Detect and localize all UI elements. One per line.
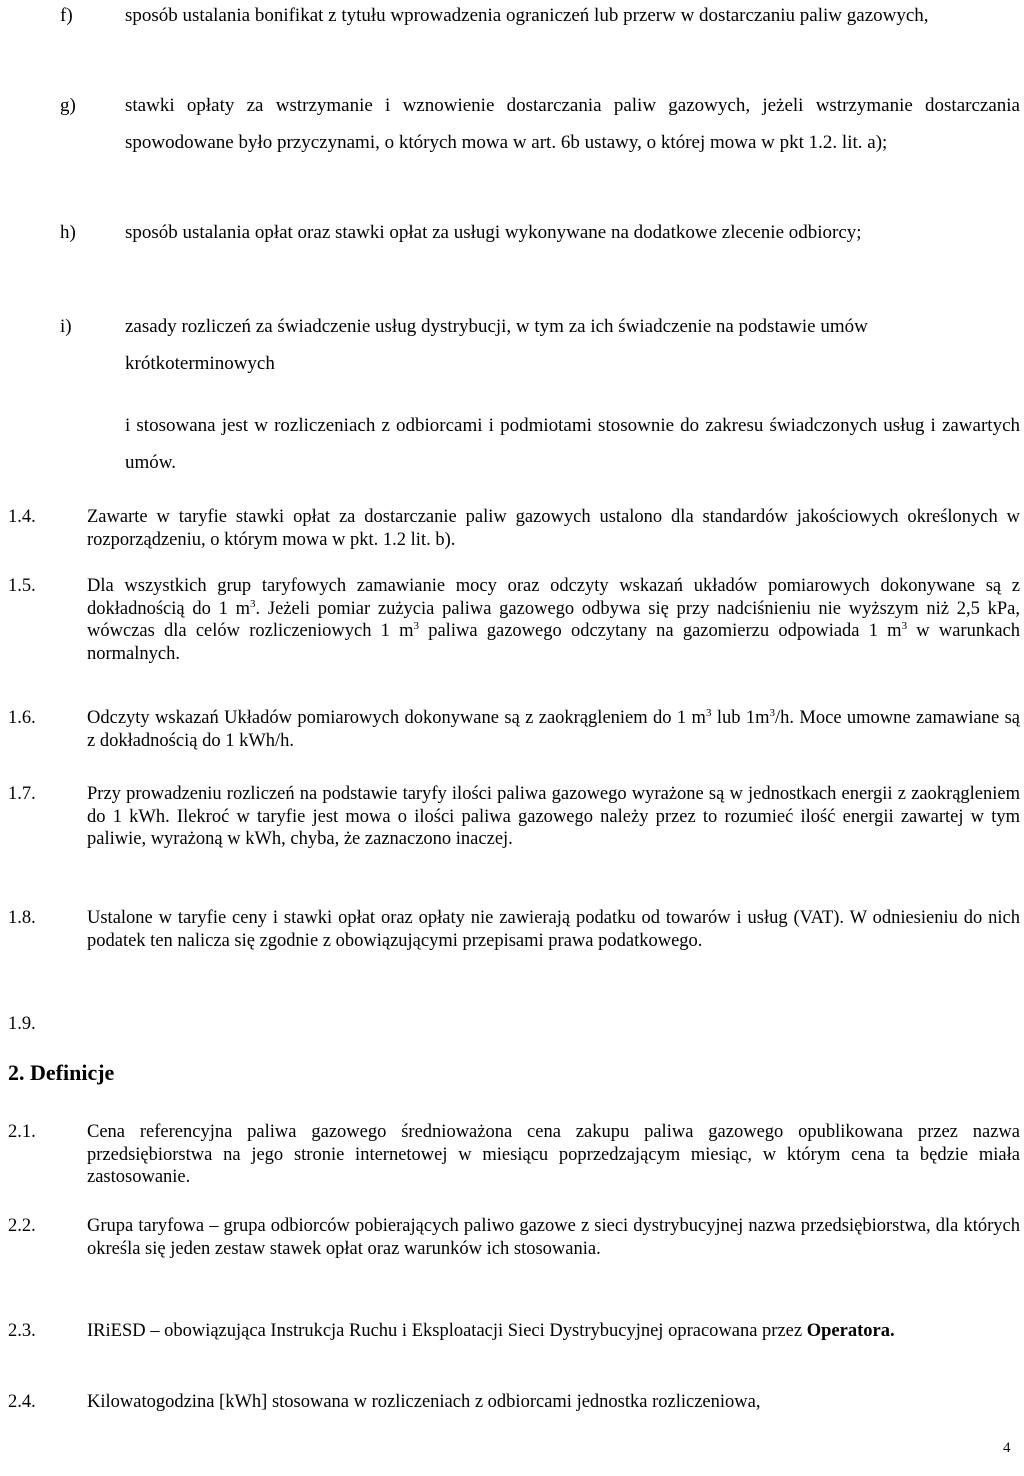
list-text: sposób ustalania bonifikat z tytułu wprowadzenia ograniczeń lub przerw w dostarczaniu paliw gazowych, <box>125 5 929 26</box>
list-text: sposób ustalania opłat oraz stawki opłat za usługi wykonywane na dodatkowe zlecenie odbiorcy; <box>125 222 862 243</box>
section-number: 1.7. <box>8 784 36 804</box>
list-item <box>60 308 1020 382</box>
section-number: 2.1. <box>8 1122 36 1142</box>
list-marker: g) <box>60 95 76 116</box>
section-number: 1.5. <box>8 576 36 596</box>
list-marker: f) <box>60 5 73 26</box>
definition-text: Grupa taryfowa – grupa odbiorców pobierających paliwo gazowe z sieci dystrybucyjnej nazwa przedsiębiorstwa, dla których określa się jeden zestaw stawek opłat oraz warunków ich stosowania. <box>87 1216 1020 1259</box>
section-number: 2.3. <box>8 1321 36 1341</box>
closing-paragraph: i stosowana jest w rozliczeniach z odbiorcami i podmiotami stosownie do zakresu świadczonych usług i zawartych umów. <box>125 415 1020 473</box>
definition-text: Cena referencyjna paliwa gazowego średnioważona cena zakupu paliwa gazowego opublikowana przez nazwa przedsiębiorstwa na jego stronie internetowej w miesiącu poprzedzającym miesiąc, w którym cena ta będzie miała zastosowanie. <box>87 1122 1020 1187</box>
section-number: 1.8. <box>8 908 36 928</box>
section-number: 1.4. <box>8 507 36 527</box>
section-text: Zawarte w taryfie stawki opłat za dostarczanie paliw gazowych ustalono dla standardów jakościowych określonych w rozporządzeniu, o którym mowa w pkt. 1.2 lit. b). <box>87 507 1020 550</box>
page-number: 4 <box>1003 1440 1011 1456</box>
list-text: stawki opłaty za wstrzymanie i wznowienie dostarczania paliw gazowych, jeżeli wstrzymanie dostarczania spowodowane było przyczynami, o których mowa w art. 6b ustawy, o której mowa w pkt 1.2. lit. a); <box>125 95 1020 153</box>
section-heading: 2. Definicje <box>8 1060 115 1085</box>
section-number: 1.9. <box>8 1014 36 1034</box>
section-number: 2.2. <box>8 1216 36 1236</box>
section-number: 1.6. <box>8 708 36 728</box>
section-number: 2.4. <box>8 1392 36 1412</box>
section-text: Odczyty wskazań Układów pomiarowych dokonywane są z zaokrągleniem do 1 $m^3$ lub $1m^3/h$. Moce umowne zamawiane są z dokładnością do 1 kWh/h. <box>87 706 1021 751</box>
list-item <box>60 0 1020 71</box>
section-text: Dla wszystkich grup taryfowych zamawianie mocy oraz odczyty wskazań układów pomiarowych dokonywane są z dokładnością do 1 $m^3$. Jeżeli pomiar zużycia paliwa gazowego odbywa się przy nadciśnieniu nie wyższym niż 2,5 kPa, wówczas dla celów rozliczeniowych 1 $m^3$ paliwa gazowego odczytany na gazomierzu odpowiada 1 $m^3$ w warunkach normalnych. <box>87 576 1021 664</box>
list-item <box>60 87 1020 198</box>
definition-text: Kilowatogodzina [kWh] stosowana w rozliczeniach z odbiorcami jednostka rozliczeniowa, <box>87 1392 761 1412</box>
list-text: zasady rozliczeń za świadczenie usług dystrybucji, w tym za ich świadczenie na podstawie umów krótkoterminowych <box>125 316 868 374</box>
list-marker: i) <box>60 316 72 337</box>
section-text: Przy prowadzeniu rozliczeń na podstawie taryfy ilości paliwa gazowego wyrażone są w jednostkach energii z zaokrągleniem do 1 kWh. Ilekroć w taryfie jest mowa o ilości paliwa gazowego należy przez to rozumieć ilość energii zawartej w tym paliwie, wyrażoną w kWh, chyba, że zaznaczono inaczej. <box>87 784 1020 849</box>
section-text: Ustalone w taryfie ceny i stawki opłat oraz opłaty nie zawierają podatku od towarów i usług (VAT). W odniesieniu do nich podatek ten nalicza się zgodnie z obowiązującymi przepisami prawa podatkowego. <box>87 908 1020 951</box>
list-item <box>60 214 1020 288</box>
definition-text: IRiESD – obowiązująca Instrukcja Ruchu i Eksploatacji Sieci Dystrybucyjnej opracowana przez Operatora. <box>87 1321 895 1341</box>
list-marker: h) <box>60 222 76 243</box>
